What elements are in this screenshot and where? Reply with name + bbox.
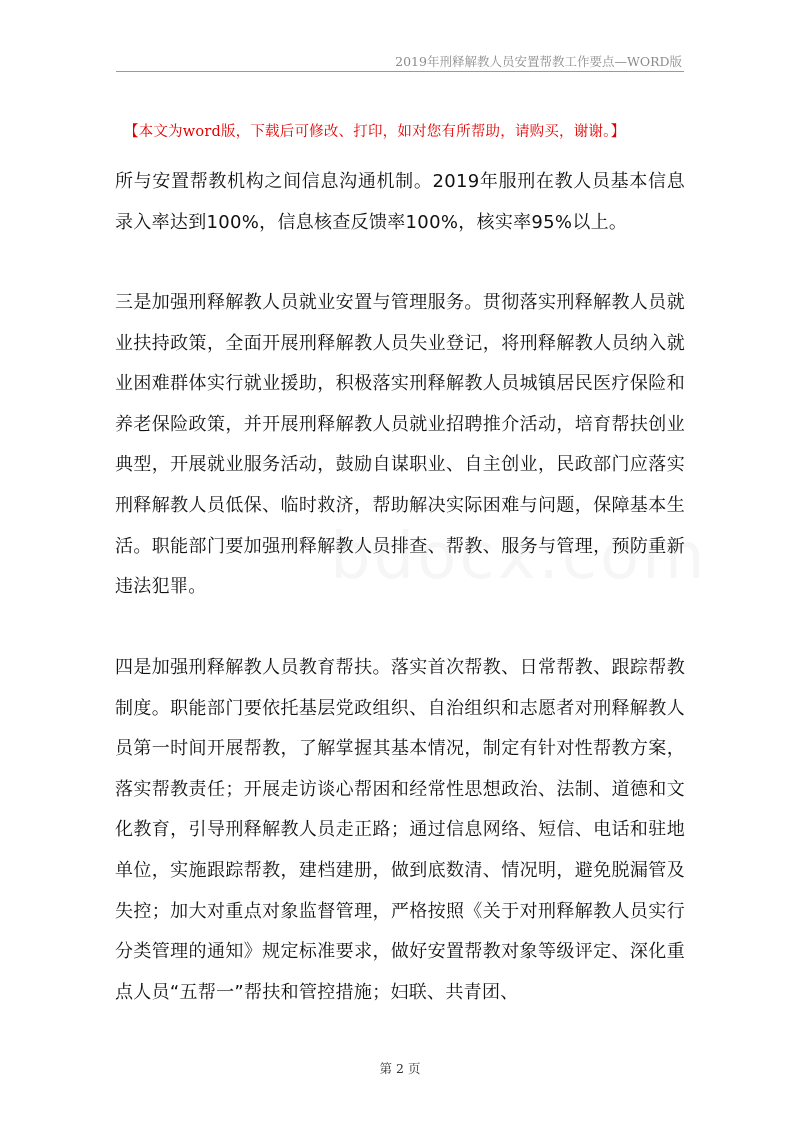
header-divider	[116, 71, 684, 72]
download-notice: 【本文为word版，下载后可修改、打印，如对您有所帮助，请购买，谢谢。】	[124, 124, 626, 140]
document-header-title: 2019年刑释解教人员安置帮教工作要点—WORD版	[395, 54, 682, 69]
paragraph-3: 四是加强刑释解教人员教育帮扶。落实首次帮教、日常帮教、跟踪帮教制度。职能部门要依托基层党政组织、自治组织和志愿者对刑释解教人员第一时间开展帮教，了解掌握其基本情况，制定有针对性帮教方案，落实帮教责任；开展走访谈心帮困和经常性思想政治、法制、道德和文化教育，引导刑释解教人员走正路；通过信息网络、短信、电话和驻地单位，实施跟踪帮教，建档建册，做到底数清、情况明，避免脱漏管及失控；加大对重点对象监督管理，严格按照《关于对刑释解教人员实行分类管理的通知》规定标准要求，做好安置帮教对象等级评定、深化重点人员“五帮一”帮扶和管控措施；妇联、共青团、	[115, 657, 685, 1003]
paragraph-2: 三是加强刑释解教人员就业安置与管理服务。贯彻落实刑释解教人员就业扶持政策，全面开展刑释解教人员失业登记，将刑释解教人员纳入就业困难群体实行就业援助，积极落实刑释解教人员城镇居民医疗保险和养老保险政策，并开展刑释解教人员就业招聘推介活动，培育帮扶创业典型，开展就业服务活动，鼓励自谋职业、自主创业，民政部门应落实刑释解教人员低保、临时救济，帮助解决实际困难与问题，保障基本生活。职能部门要加强刑释解教人员排查、帮教、服务与管理，预防重新违法犯罪。	[115, 292, 685, 598]
page-number: 第 2 页	[379, 1061, 421, 1076]
paragraph-1: 所与安置帮教机构之间信息沟通机制。2019年服刑在教人员基本信息录入率达到100%，信息核查反馈率100%，核实率95%以上。	[115, 171, 685, 233]
